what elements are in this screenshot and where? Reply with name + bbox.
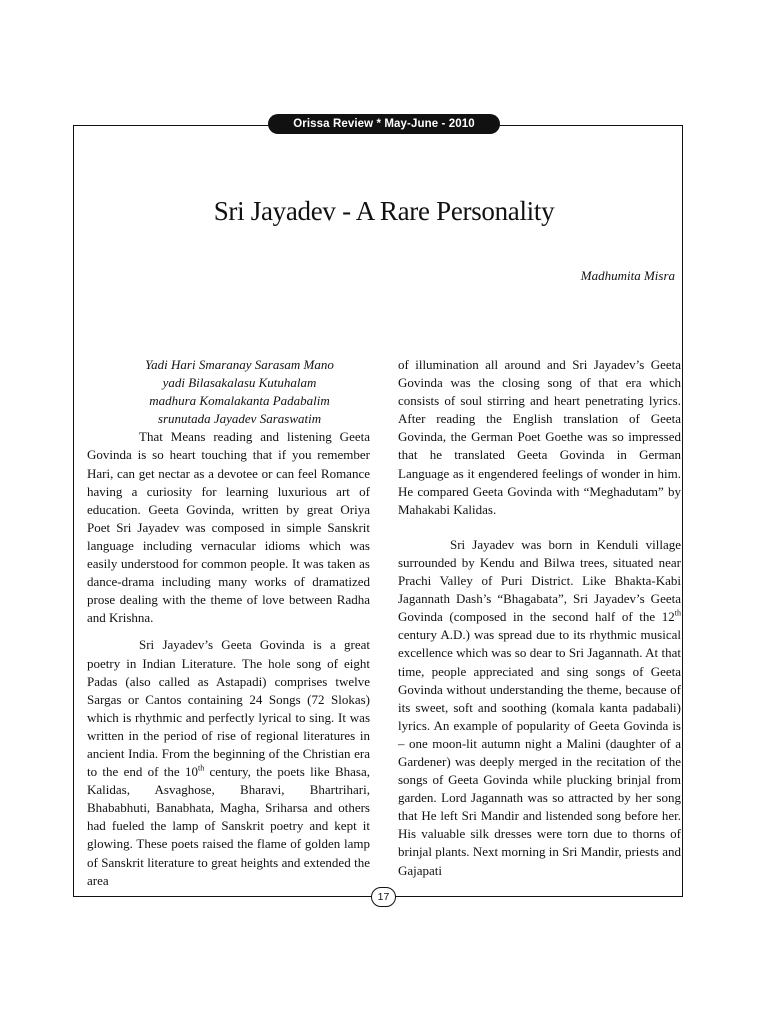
verse-line: madhura Komalakanta Padabalim bbox=[149, 393, 330, 409]
left-column bbox=[87, 356, 370, 890]
journal-header: Orissa Review * May-June - 2010 bbox=[268, 114, 500, 134]
article-author: Madhumita Misra bbox=[580, 268, 675, 283]
right-column bbox=[398, 356, 681, 880]
paragraph-text: century A.D.) was spread due to its rhythmic musical excellence which was so dear to Sri Jagannath. At that time, people appreciated and sing songs of Geeta Govinda without understanding the theme, because of its sweet, soft and soothing (komala kanta padabali) lyrics. An example of popularity of Geeta Govinda is – one moon-lit autumn night a Malini (daughter of a Gardener) was deeply merged in the recitation of the songs of Geeta Govinda while plucking brinjal from garden. Lord Jagannath was so attracted by her song that He left Sri Mandir and listended song before her. His valuable silk dresses were torn due to thorns of brinjal plants. Next morning in Sri Mandir, priests and Gajapati bbox=[398, 627, 681, 878]
paragraph: of illumination all around and Sri Jayadev’s Geeta Govinda was the closing song of that era which consists of soul stirring and heart penetrating lyrics. After reading the English translation of Geeta Govinda, the German Poet Goethe was so impressed that he translated Geeta Govinda in German Language as it engendered feelings of wonder in him. He compared Geeta Govinda with “Meghadutam” by Mahakabi Kalidas. bbox=[398, 357, 681, 517]
verse-line: yadi Bilasakalasu Kutuhalam bbox=[162, 375, 317, 391]
verse-line: srunutada Jayadev Saraswatim bbox=[157, 411, 322, 427]
page-number: 17 bbox=[371, 887, 396, 907]
superscript: th bbox=[198, 763, 205, 773]
paragraph: That Means reading and listening Geeta Govinda is so heart touching that if you remember Hari, can get nectar as a devotee or can feel Romance having a curiosity for learning luxurious art of education. Geeta Govinda, written by great Oriya Poet Sri Jayadev was composed in simple Sanskrit language including vernacular idioms which was easily understood for common people. It was taken as dance-drama including many works of dramatized prose dealing with the theme of love between Radha and Krishna. bbox=[87, 429, 370, 626]
opening-verse bbox=[87, 356, 370, 428]
verse-line: Yadi Hari Smaranay Sarasam Mano bbox=[145, 357, 334, 372]
paragraph bbox=[87, 636, 370, 889]
paragraph bbox=[398, 536, 681, 880]
article-title: Sri Jayadev - A Rare Personality bbox=[213, 196, 555, 226]
paragraph-text: century, the poets like Bhasa, Kalidas, Asvaghose, Bharavi, Bhartrihari, Bhababhuti, Banabhata, Magha, Sriharsa and others had fueled the lamp of Sanskrit poetry and kept it glowing. These poets raised the flame of golden lamp of Sanskrit literature to great heights and extended the area bbox=[87, 764, 370, 888]
superscript: th bbox=[674, 608, 681, 618]
paragraph-text: Sri Jayadev was born in Kenduli village surrounded by Kendu and Bilwa trees, situated near Prachi Valley of Puri District. Like Bhakta-Kabi Jagannath Dash’s “Bhagabata”, Sri Jayadev’s Geeta Govinda (composed in the second half of the 12 bbox=[398, 536, 681, 625]
paragraph-text: Sri Jayadev’s Geeta Govinda is a great poetry in Indian Literature. The hole song of eight Padas (also called as Astapadi) comprises twelve Sargas or Cantos containing 24 Songs (72 Slokas) which is rhythmic and perfectly lyrical to sing. It was written in the period of rise of regional literatures in ancient India. From the beginning of the Christian era to the end of the 10 bbox=[87, 637, 370, 780]
